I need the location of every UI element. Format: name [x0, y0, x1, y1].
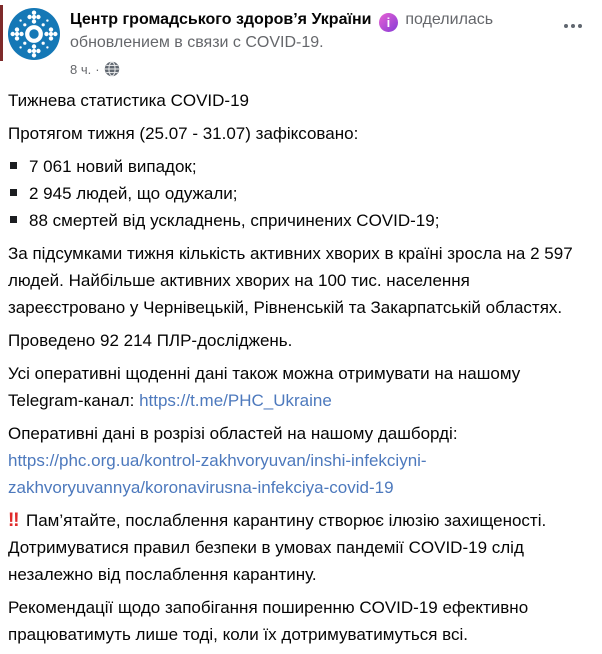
dashboard-prefix-text: Оперативні дані в розрізі областей на нашому дашборді: — [8, 424, 458, 443]
post-meta — [70, 61, 570, 77]
screenshot-edge-artifact — [0, 5, 3, 61]
telegram-link[interactable]: https://t.me/PHC_Ukraine — [139, 391, 332, 410]
pcr-tests-line: Проведено 92 214 ПЛР-досліджень. — [8, 331, 293, 350]
square-bullet-icon — [10, 162, 17, 169]
weekly-summary-paragraph: За підсумками тижня кількість активних хворих в країні зросла на 2 597 людей. Найбільше активних хворих на 100 тис. населення зареєстровано у Чернівецькій, Рівненській та Закарпатській областях. — [8, 244, 573, 317]
warning-text: Пам’ятайте, послаблення карантину створює ілюзію захищеності. Дотримуватися правил безпеки в умовах пандемії COVID-19 слід незалежно від послаблення карантину. — [8, 511, 547, 584]
telegram-paragraph — [8, 360, 582, 414]
post-header — [0, 0, 602, 77]
page-name-link[interactable]: Центр громадського здоров’я України — [70, 11, 372, 28]
header-text — [60, 8, 570, 77]
post-intro-line: Протягом тижня (25.07 - 31.07) зафіксовано: — [8, 124, 359, 143]
covid-info-badge-icon[interactable]: i — [379, 13, 398, 32]
meta-separator: · — [95, 61, 100, 77]
square-bullet-icon — [10, 189, 17, 196]
dot-icon — [571, 24, 575, 28]
public-privacy-globe-icon — [104, 61, 120, 77]
dashboard-link[interactable]: https://phc.org.ua/kontrol-zakhvoryuvan/inshi-infekciyni-zakhvoryuvannya/koronavirusna-infekciya-covid-19 — [8, 451, 427, 497]
list-item — [8, 153, 582, 180]
more-options-button[interactable] — [560, 16, 586, 36]
phc-ukraine-logo-icon — [8, 8, 60, 60]
post-body — [0, 77, 602, 648]
warning-paragraph — [8, 507, 582, 588]
bullet-text: 7 061 новий випадок; — [29, 157, 197, 176]
shared-action-text: поделилась обновлением в связи с COVID-19. — [70, 11, 494, 51]
telegram-prefix-text: Усі оперативні щоденні дані також можна отримувати на нашому Telegram-канал: — [8, 364, 521, 410]
list-item — [8, 180, 582, 207]
double-exclamation-icon: ‼ — [8, 510, 21, 531]
stats-bullet-list — [8, 153, 582, 234]
square-bullet-icon — [10, 216, 17, 223]
bullet-text: 88 смертей від ускладнень, спричинених COVID-19; — [29, 211, 440, 230]
page-avatar[interactable] — [8, 8, 60, 60]
bullet-text: 2 945 людей, що одужали; — [29, 184, 238, 203]
closing-paragraph: Рекомендації щодо запобігання поширенню COVID-19 ефективно працюватимуть лише тоді, коли їх дотримуватимуться всі. — [8, 598, 529, 644]
dot-icon — [564, 24, 568, 28]
dashboard-paragraph — [8, 420, 582, 501]
post-headline — [70, 9, 570, 54]
list-item — [8, 207, 582, 234]
dot-icon — [578, 24, 582, 28]
timestamp-link[interactable]: 8 ч. — [70, 61, 92, 77]
post-title-line: Тижнева статистика COVID-19 — [8, 91, 250, 110]
